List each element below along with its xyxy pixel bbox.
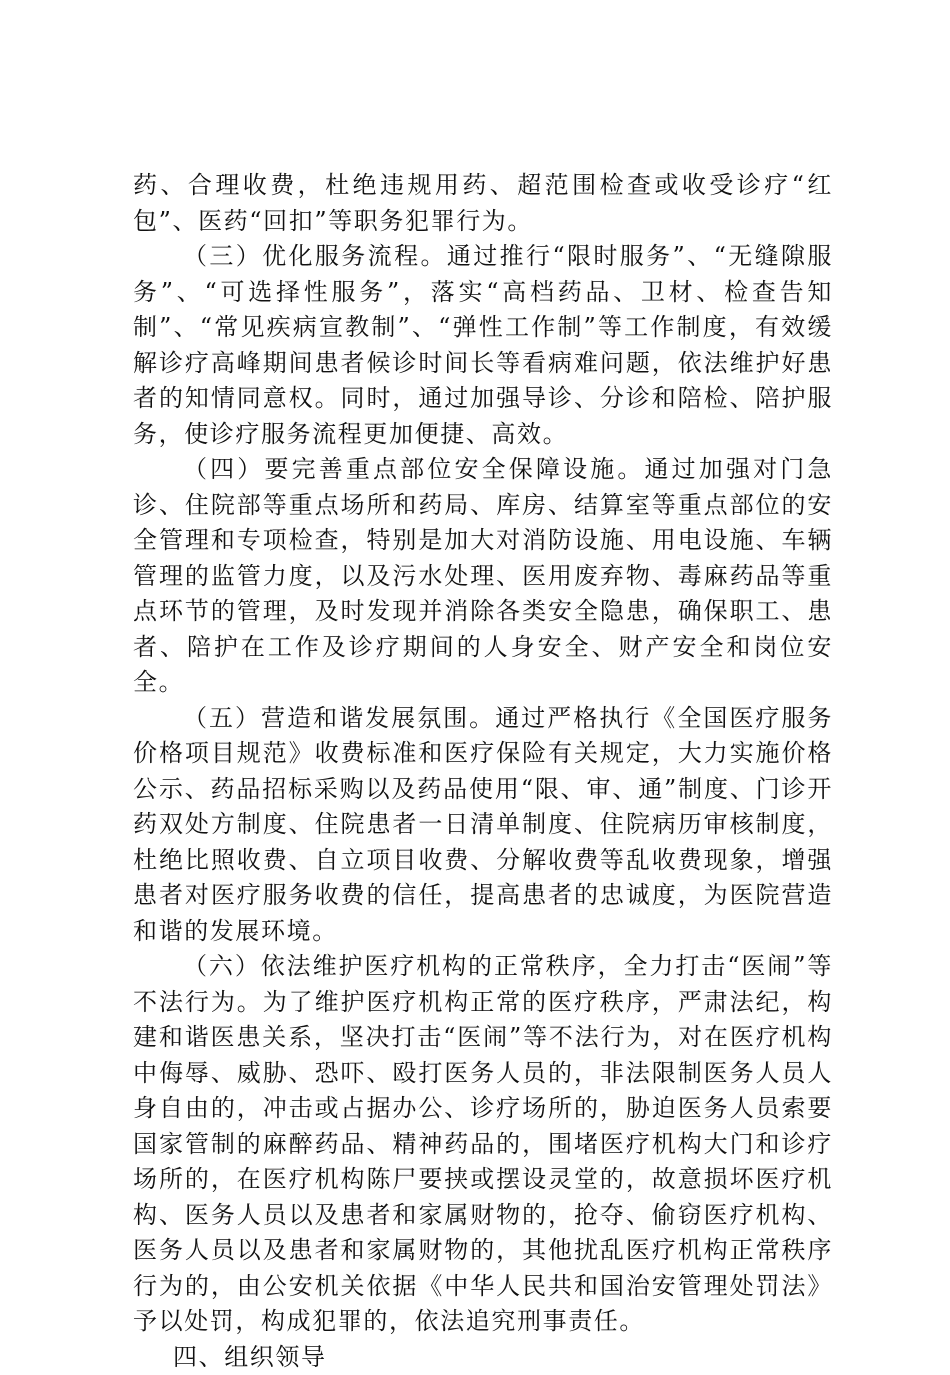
section-heading-organization: 四、组织领导 <box>133 1340 833 1375</box>
paragraph-section-5: （五）营造和谐发展氛围。通过严格执行《全国医疗服务价格项目规范》收费标准和医疗保险有关规定，大力实施价格公示、药品招标采购以及药品使用“限、审、通”制度、门诊开药双处方制度、住院患者一日清单制度、住院病历审核制度，杜绝比照收费、自立项目收费、分解收费等乱收费现象，增强患者对医疗服务收费的信任，提高患者的忠诚度，为医院营造和谐的发展环境。 <box>133 701 833 950</box>
paragraph-section-6: （六）依法维护医疗机构的正常秩序，全力打击“医闹”等不法行为。为了维护医疗机构正常的医疗秩序，严肃法纪，构建和谐医患关系，坚决打击“医闹”等不法行为，对在医疗机构中侮辱、威胁、恐吓、殴打医务人员的，非法限制医务人员人身自由的，冲击或占据办公、诊疗场所的，胁迫医务人员索要国家管制的麻醉药品、精神药品的，围堵医疗机构大门和诊疗场所的，在医疗机构陈尸要挟或摆设灵堂的，故意损坏医疗机构、医务人员以及患者和家属财物的，抢夺、偷窃医疗机构、医务人员以及患者和家属财物的，其他扰乱医疗机构正常秩序行为的，由公安机关依据《中华人民共和国治安管理处罚法》予以处罚，构成犯罪的，依法追究刑事责任。 <box>133 949 833 1340</box>
paragraph-continuation: 药、合理收费，杜绝违规用药、超范围检查或收受诊疗“红包”、医药“回扣”等职务犯罪行为。 <box>133 168 833 239</box>
paragraph-section-3: （三）优化服务流程。通过推行“限时服务”、“无缝隙服务”、“可选择性服务”，落实“高档药品、卫材、检查告知制”、“常见疾病宣教制”、“弹性工作制”等工作制度，有效缓解诊疗高峰期间患者候诊时间长等看病难问题，依法维护好患者的知情同意权。同时，通过加强导诊、分诊和陪检、陪护服务，使诊疗服务流程更加便捷、高效。 <box>133 239 833 452</box>
paragraph-section-4: （四）要完善重点部位安全保障设施。通过加强对门急诊、住院部等重点场所和药局、库房、结算室等重点部位的安全管理和专项检查，特别是加大对消防设施、用电设施、车辆管理的监管力度，以及污水处理、医用废弃物、毒麻药品等重点环节的管理，及时发现并消除各类安全隐患，确保职工、患者、陪护在工作及诊疗期间的人身安全、财产安全和岗位安全。 <box>133 452 833 701</box>
document-body <box>133 168 833 1375</box>
